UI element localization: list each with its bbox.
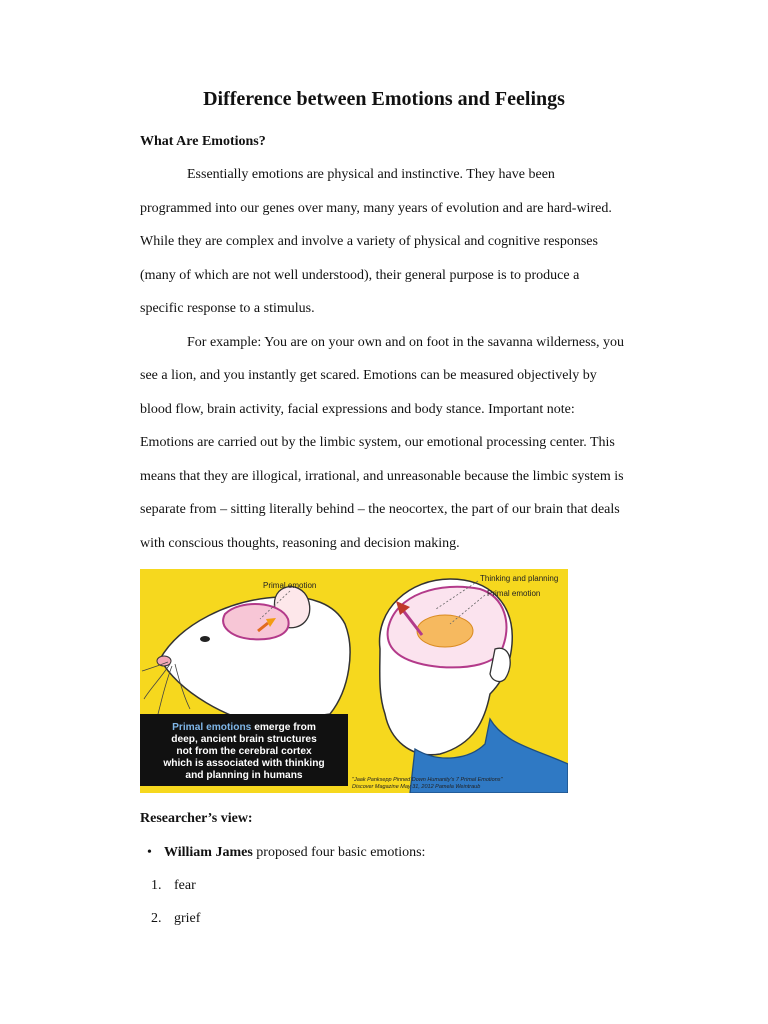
paragraph-1-line: specific response to a stimulus. — [140, 301, 315, 316]
paragraph-1-line: Essentially emotions are physical and instinctive. They have been — [187, 167, 555, 182]
credit-line2: Discover Magazine May 31, 2012 Pamela Weintraub — [352, 784, 481, 790]
label-rat-primal-emotion: Primal emotion — [263, 581, 317, 590]
bullet-icon: • — [147, 845, 152, 860]
rat-eye-shape — [200, 636, 210, 642]
paragraph-2-line: means that they are illogical, irrational, and unreasonable because the limbic system is — [140, 469, 624, 484]
credit-line1: "Jaak Panksepp Pinned Down Humanity's 7 Primal Emotions" — [352, 777, 503, 783]
paragraph-2-line: separate from – sitting literally behind – the neocortex, the part of our brain that deals — [140, 502, 620, 517]
rat-brain-shape — [223, 604, 288, 639]
caption-line2: deep, ancient brain structures — [171, 734, 317, 745]
label-human-primal-emotion: Primal emotion — [487, 589, 541, 598]
list-item-number: 2. — [151, 911, 162, 926]
list-item — [151, 878, 196, 894]
paragraph-2-line: Emotions are carried out by the limbic system, our emotional processing center. This — [140, 435, 615, 450]
caption-line3: not from the cerebral cortex — [176, 746, 312, 757]
label-thinking-and-planning: Thinking and planning — [480, 574, 559, 583]
paragraph-2-line: see a lion, and you instantly get scared. Emotions can be measured objectively by — [140, 368, 597, 383]
figure-credit — [352, 777, 552, 791]
rat-nose-shape — [157, 656, 171, 666]
list-item — [151, 911, 200, 927]
bullet-rest: proposed four basic emotions: — [252, 845, 426, 860]
brain-illustration-figure — [140, 569, 568, 793]
section-heading-what-are-emotions: What Are Emotions? — [140, 134, 266, 149]
paragraph-1-line: programmed into our genes over many, many years of evolution and are hard-wired. — [140, 201, 612, 216]
human-limbic-shape — [417, 615, 473, 647]
paragraph-2-line: For example: You are on your own and on foot in the savanna wilderness, you — [187, 335, 625, 350]
caption-line4: which is associated with thinking — [163, 758, 325, 769]
bullet-text — [164, 845, 425, 861]
list-item-number: 1. — [151, 878, 162, 893]
paragraph-1-line: (many of which are not well understood), their general purpose is to produce a — [140, 268, 580, 283]
figure-caption-box — [140, 714, 348, 786]
list-item-text: grief — [174, 911, 201, 926]
document-title: Difference between Emotions and Feelings — [203, 88, 565, 110]
caption-line5: and planning in humans — [185, 770, 303, 781]
paragraph-2-line: blood flow, brain activity, facial expressions and body stance. Important note: — [140, 402, 575, 417]
section-heading-researchers-view: Researcher’s view: — [140, 811, 253, 826]
caption-highlight: Primal emotions — [172, 722, 252, 733]
caption-line1-rest: emerge from — [251, 722, 316, 733]
bullet-name: William James — [164, 845, 253, 860]
paragraph-1-line: While they are complex and involve a variety of physical and cognitive responses — [140, 234, 598, 249]
paragraph-2-line: with conscious thoughts, reasoning and decision making. — [140, 536, 460, 551]
list-item-text: fear — [174, 878, 196, 893]
